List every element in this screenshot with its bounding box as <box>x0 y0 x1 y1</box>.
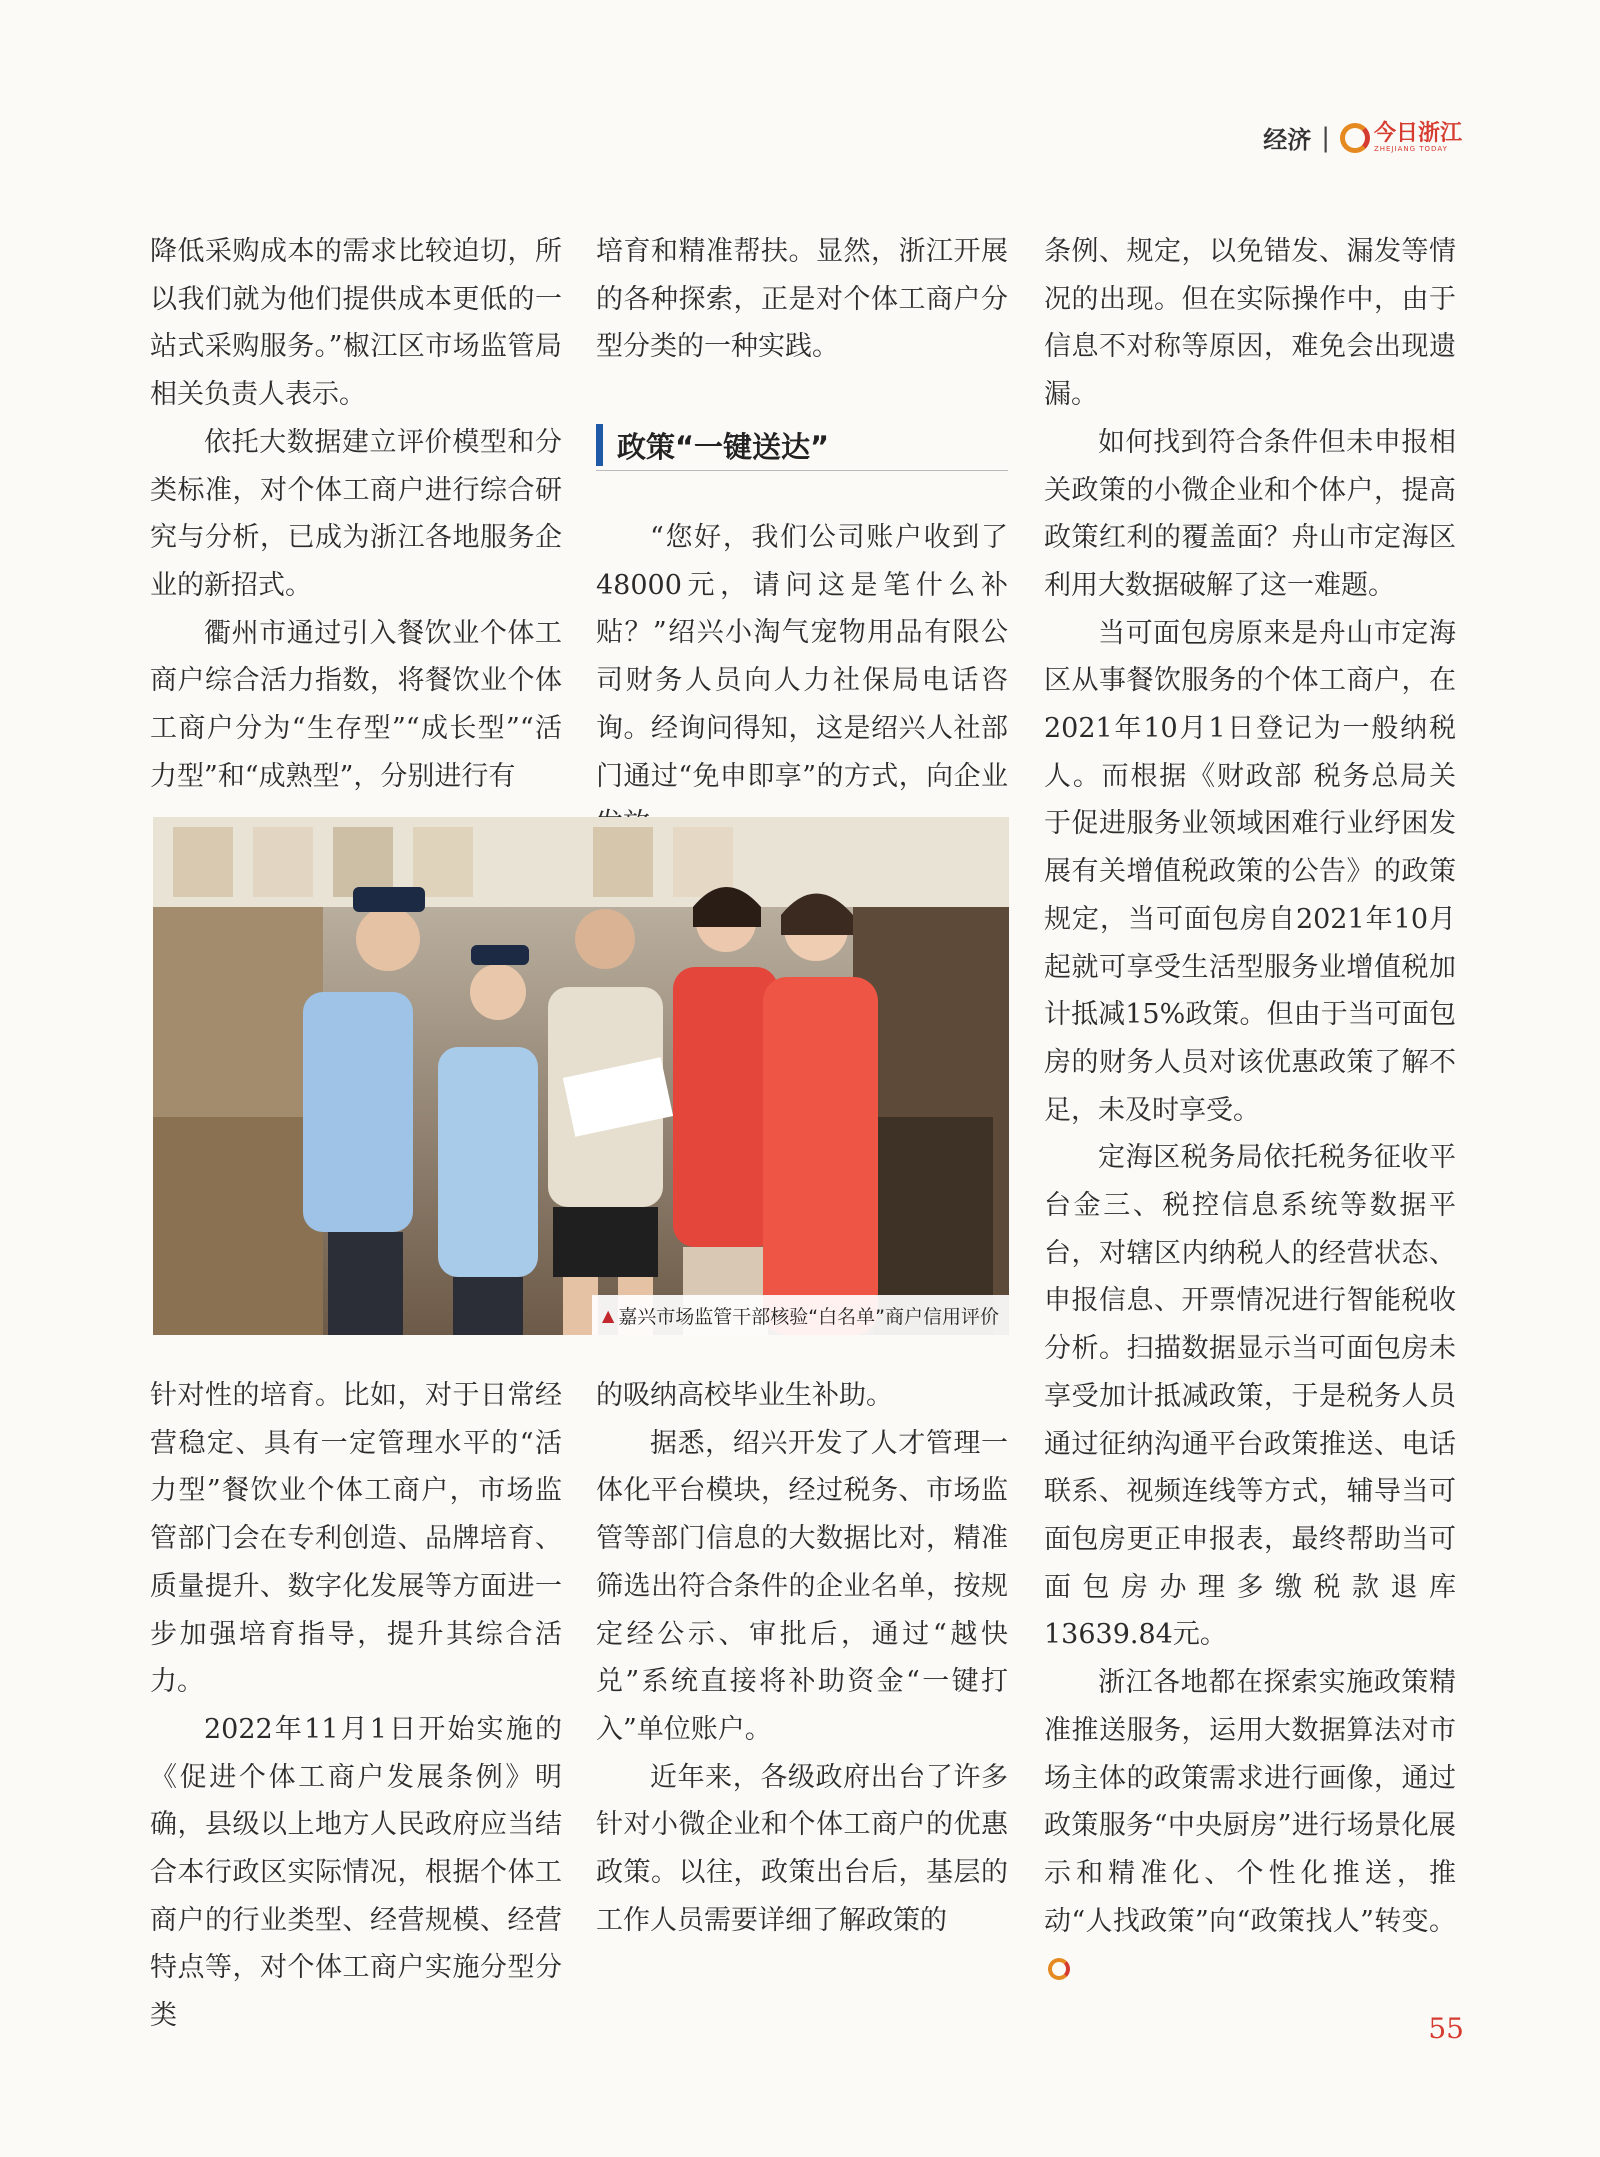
paragraph: 定海区税务局依托税务征收平台金三、税控信息系统等数据平台，对辖区内纳税人的经营状态、申报信息、开票情况进行智能税收分析。扫描数据显示当可面包房未享受加计抵减政策，于是税务人员通过征纳沟通平台政策推送、电话联系、视频连线等方式，辅导当可面包房更正申报表，最终帮助当可面包房办理多缴税款退库13639.84元。 <box>1044 1142 1456 1651</box>
page-number: 55 <box>1428 2012 1464 2045</box>
page-header <box>1263 120 1462 155</box>
column-1-bottom <box>150 1372 562 2040</box>
paragraph: 据悉，绍兴开发了人才管理一体化平台模块，经过税务、市场监管等部门信息的大数据比对，精准筛选出符合条件的企业名单，按规定经公示、审批后，通过“越快兑”系统直接将补助资金“一键打入”单位账户。 <box>596 1427 1008 1745</box>
photo-illustration <box>153 817 1009 1335</box>
paragraph: 2022年11月1日开始实施的《促进个体工商户发展条例》明确，县级以上地方人民政府应当结合本行政区实际情况，根据个体工商户的行业类型、经营规模、经营特点等，对个体工商户实施分型分类 <box>150 1713 562 2032</box>
magazine-logo <box>1340 120 1462 153</box>
column-2-mid <box>596 514 1008 848</box>
column-3 <box>1044 228 1456 1993</box>
paragraph: 当可面包房原来是舟山市定海区从事餐饮服务的个体工商户，在2021年10月1日登记为一般纳税人。而根据《财政部 税务总局关于促进服务业领域困难行业纾困发展有关增值税政策的公告》的政策规定，当可面包房自2021年10月起就可享受生活型服务业增值税加计抵减15%政策。但由于当可面包房的财务人员对该优惠政策了解不足，未及时享受。 <box>1044 617 1456 1126</box>
paragraph: “您好，我们公司账户收到了48000元，请问这是笔什么补贴？”绍兴小淘气宠物用品有限公司财务人员向人力社保局电话咨询。经询问得知，这是绍兴人社部门通过“免申即享”的方式，向企业 <box>596 522 1008 792</box>
header-separator: | <box>1321 122 1330 153</box>
paragraph: 降低采购成本的需求比较迫切，所以我们就为他们提供成本更低的一站式采购服务。”椒江区市场监管局相关负责人表示。 <box>150 236 562 411</box>
paragraph: 的吸纳高校毕业生补助。 <box>596 1380 893 1411</box>
section-heading <box>596 420 1008 471</box>
paragraph-final <box>1044 1659 1456 1993</box>
paragraph: 条例、规定，以免错发、漏发等情况的出现。但在实际操作中，由于信息不对称等原因，难免会出现遗漏。 <box>1044 236 1456 411</box>
paragraph: 培育和精准帮扶。显然，浙江开展的各种探索，正是对个体工商户分型分类的一种实践。 <box>596 236 1008 363</box>
paragraph: 衢州市通过引入餐饮业个体工商户综合活力指数，将餐饮业个体工商户分为“生存型”“成长型”“活力型”和“成熟型”，分别进行有 <box>150 617 562 792</box>
column-2-top <box>596 228 1008 371</box>
end-mark-icon <box>1048 1958 1070 1980</box>
article-photo <box>153 817 1009 1335</box>
paragraph: 针对性的培育。比如，对于日常经营稳定、具有一定管理水平的“活力型”餐饮业个体工商户，市场监管部门会在专利创造、品牌培育、质量提升、数字化发展等方面进一步加强培育指导，提升其综合活力。 <box>150 1380 562 1698</box>
paragraph: 近年来，各级政府出台了许多针对小微企业和个体工商户的优惠政策。以往，政策出台后，基层的工作人员需要详细了解政策的 <box>596 1761 1008 1936</box>
heading-text: 政策“一键送达” <box>617 429 830 464</box>
logo-text: 今日浙江 <box>1373 120 1462 146</box>
paragraph: 依托大数据建立评价模型和分类标准，对个体工商户进行综合研究与分析，已成为浙江各地服务企业的新招式。 <box>150 426 562 601</box>
column-2-bottom <box>596 1372 1008 1944</box>
photo-caption <box>592 1295 1009 1335</box>
paragraph: 如何找到符合条件但未申报相关政策的小微企业和个体户，提高政策红利的覆盖面？舟山市定海区利用大数据破解了这一难题。 <box>1044 426 1456 601</box>
caption-triangle-icon: ▲ <box>601 1305 615 1325</box>
final-text: 浙江各地都在探索实施政策精准推送服务，运用大数据算法对市场主体的政策需求进行画像，通过政策服务“中央厨房”进行场景化展示和精准化、个性化推送，推动“人找政策”向“政策找人”转变。 <box>1044 1667 1456 1937</box>
section-label: 经济 <box>1263 126 1312 154</box>
logo-swirl-icon <box>1340 123 1370 153</box>
caption-text: 嘉兴市场监管干部核验“白名单”商户信用评价 <box>618 1305 999 1328</box>
column-1-top <box>150 228 562 800</box>
logo-subtext: ZHEJIANG TODAY <box>1373 144 1448 153</box>
heading-bar <box>596 424 603 466</box>
